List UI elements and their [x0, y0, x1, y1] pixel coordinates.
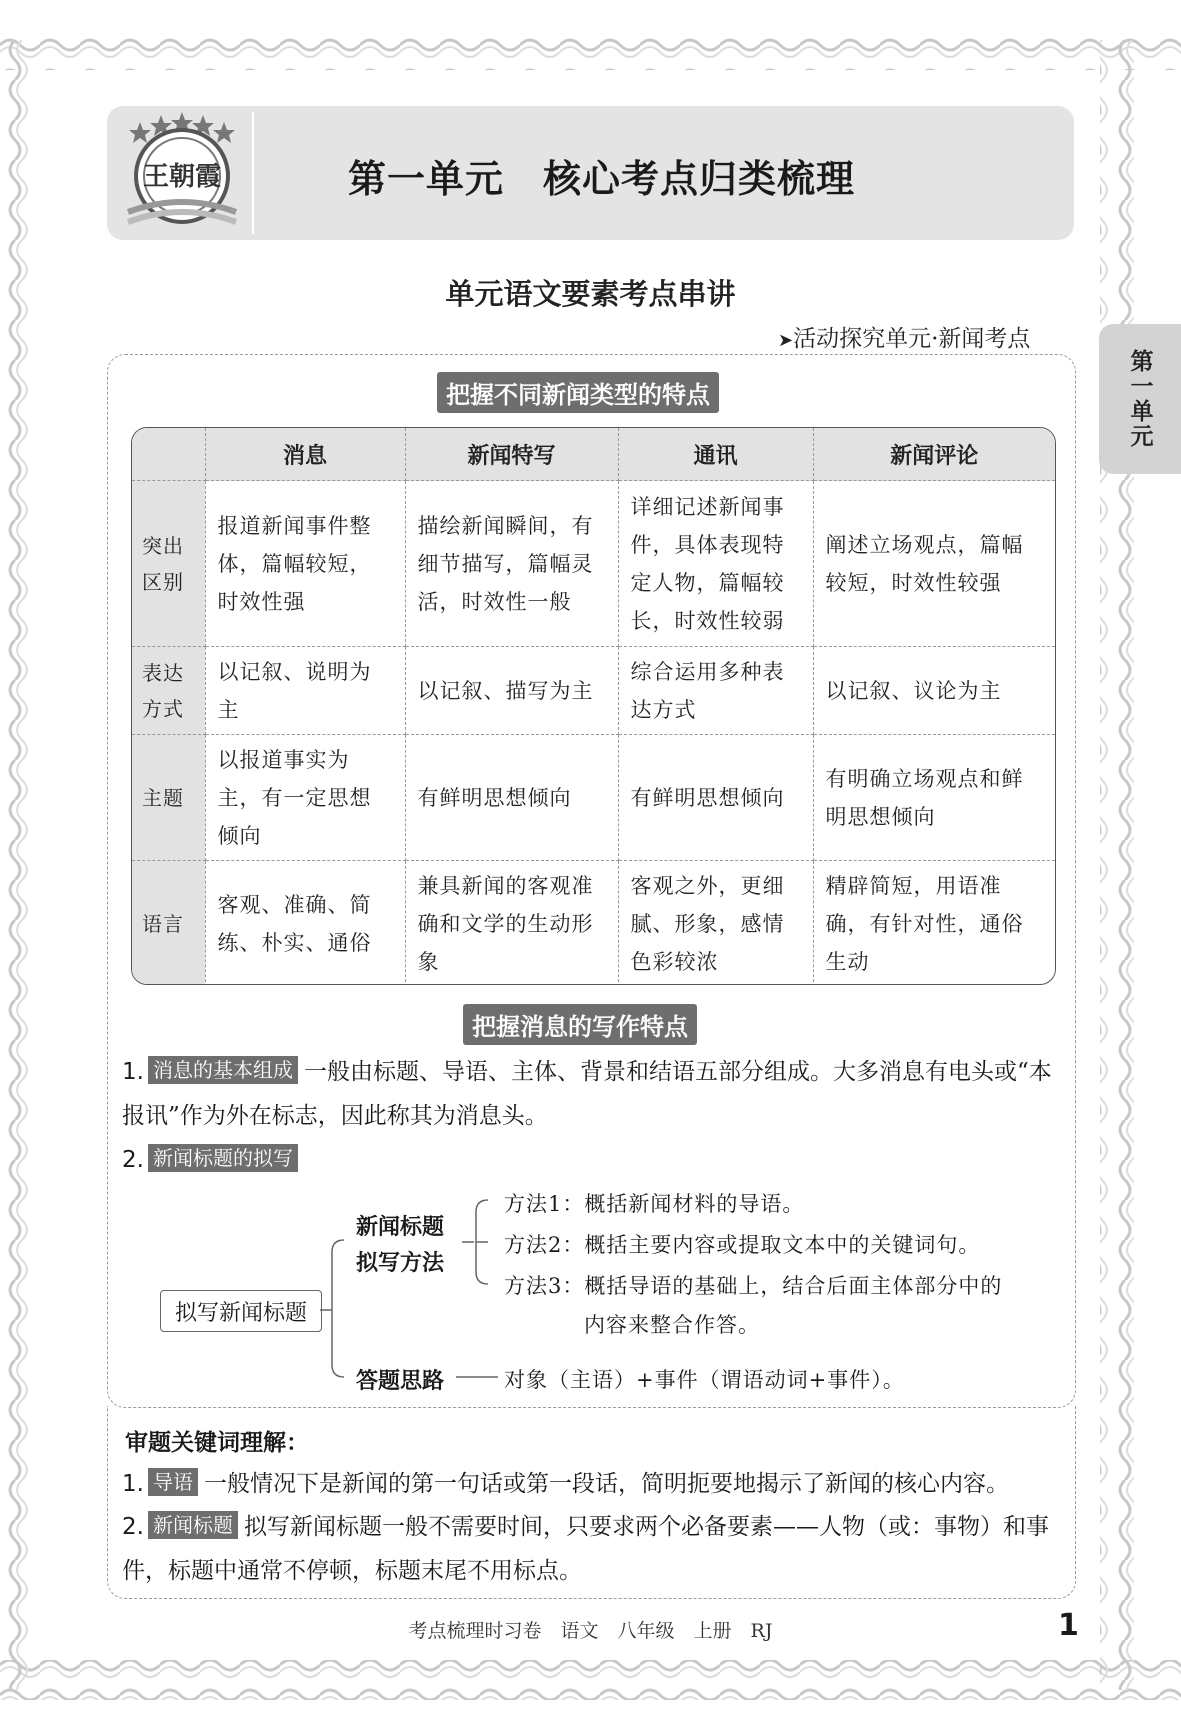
item-tag: 导语: [148, 1468, 198, 1496]
item-number: 1.: [122, 1471, 144, 1497]
keyword-item-1: [122, 1462, 1062, 1506]
side-tab: 第一单元: [1099, 324, 1181, 474]
keyword-item-2: [122, 1505, 1062, 1593]
diagram-method-3-line1: 方法3：概括导语的基础上，结合后面主体部分中的: [504, 1274, 1003, 1298]
column-header: 新闻特写: [405, 428, 618, 481]
table-cell: 详细记述新闻事件，具体表现特定人物，篇幅较长，时效性较弱: [618, 481, 813, 647]
diagram-approach-text: 对象（主语）+事件（谓语动词+事件）。: [504, 1368, 905, 1392]
table-cell: 以记叙、描写为主: [405, 647, 618, 735]
diagram-branch-methods-line2: 拟写方法: [356, 1251, 445, 1276]
table-cell: 综合运用多种表达方式: [618, 647, 813, 735]
row-header: 语言: [132, 861, 205, 986]
svg-text:王朝霞: 王朝霞: [142, 162, 222, 192]
row-header: 突出区别: [132, 481, 205, 647]
diagram-root: 拟写新闻标题: [160, 1290, 322, 1332]
item-text: 一般情况下是新闻的第一句话或第一段话，简明扼要地揭示了新闻的核心内容。: [203, 1471, 1009, 1497]
row-header: 主题: [132, 735, 205, 861]
table-cell: 以记叙、议论为主: [813, 647, 1055, 735]
item-number: 2.: [122, 1147, 144, 1173]
item-tag: 新闻标题: [148, 1511, 238, 1539]
section-heading-news-types: 把握不同新闻类型的特点: [437, 372, 719, 413]
table-cell: 阐述立场观点，篇幅较短，时效性较强: [813, 481, 1055, 647]
item-text: 拟写新闻标题一般不需要时间，只要求两个必备要素——人物（或：事物）和事件，标题中通常不停顿，标题末尾不用标点。: [122, 1514, 1049, 1584]
nav-breadcrumb: ➤活动探究单元·新闻考点: [778, 326, 1031, 352]
item-number: 1.: [122, 1059, 144, 1085]
diagram-method-3-line2: 内容来整合作答。: [584, 1313, 760, 1337]
diagram-method-2: 方法2：概括主要内容或提取文本中的关键词句。: [504, 1233, 981, 1257]
diagram-method-1: 方法1：概括新闻材料的导语。: [504, 1192, 805, 1216]
table-cell: 有鲜明思想倾向: [405, 735, 618, 861]
row-header: 表达方式: [132, 647, 205, 735]
table-cell: 以报道事实为主，有一定思想倾向: [205, 735, 405, 861]
section-heading-writing: 把握消息的写作特点: [463, 1004, 697, 1045]
item-text: 一般由标题、导语、主体、背景和结语五部分组成。大多消息有电头或“本报讯”作为外在标志，因此称其为消息头。: [122, 1059, 1052, 1129]
diagram-branch-approach: 答题思路: [356, 1369, 445, 1394]
column-header: 新闻评论: [813, 428, 1055, 481]
triangle-arrow-icon: ➤: [778, 330, 794, 351]
table-cell: 客观之外，更细腻、形象，感情色彩较浓: [618, 861, 813, 986]
table-cell: 有鲜明思想倾向: [618, 735, 813, 861]
table-cell: 报道新闻事件整体，篇幅较短，时效性强: [205, 481, 405, 647]
column-header: 通讯: [618, 428, 813, 481]
table-cell: 有明确立场观点和鲜明思想倾向: [813, 735, 1055, 861]
page-number: 1: [1058, 1608, 1079, 1643]
item-tag: 消息的基本组成: [148, 1056, 298, 1084]
table-cell: 精辟简短，用语准确，有针对性，通俗生动: [825, 873, 1024, 974]
footer-text: 考点梳理时习卷 语文 八年级 上册 RJ: [408, 1620, 773, 1642]
item-tag: 新闻标题的拟写: [148, 1144, 298, 1172]
section-subtitle: 单元语文要素考点串讲: [445, 277, 736, 311]
item-number: 2.: [122, 1514, 144, 1540]
diagram-branch-methods-line1: 新闻标题: [356, 1215, 445, 1240]
unit-title: 第一单元 核心考点归类梳理: [348, 157, 856, 201]
table-cell: 以记叙、说明为主: [205, 647, 405, 735]
column-header: 消息: [205, 428, 405, 481]
keyword-heading: 审题关键词理解：: [125, 1430, 309, 1456]
table-cell: 描绘新闻瞬间，有细节描写，篇幅灵活，时效性一般: [405, 481, 618, 647]
table-cell: 客观、准确、简练、朴实、通俗: [205, 861, 405, 986]
table-cell: 兼具新闻的客观准确和文学的生动形象: [405, 861, 618, 986]
